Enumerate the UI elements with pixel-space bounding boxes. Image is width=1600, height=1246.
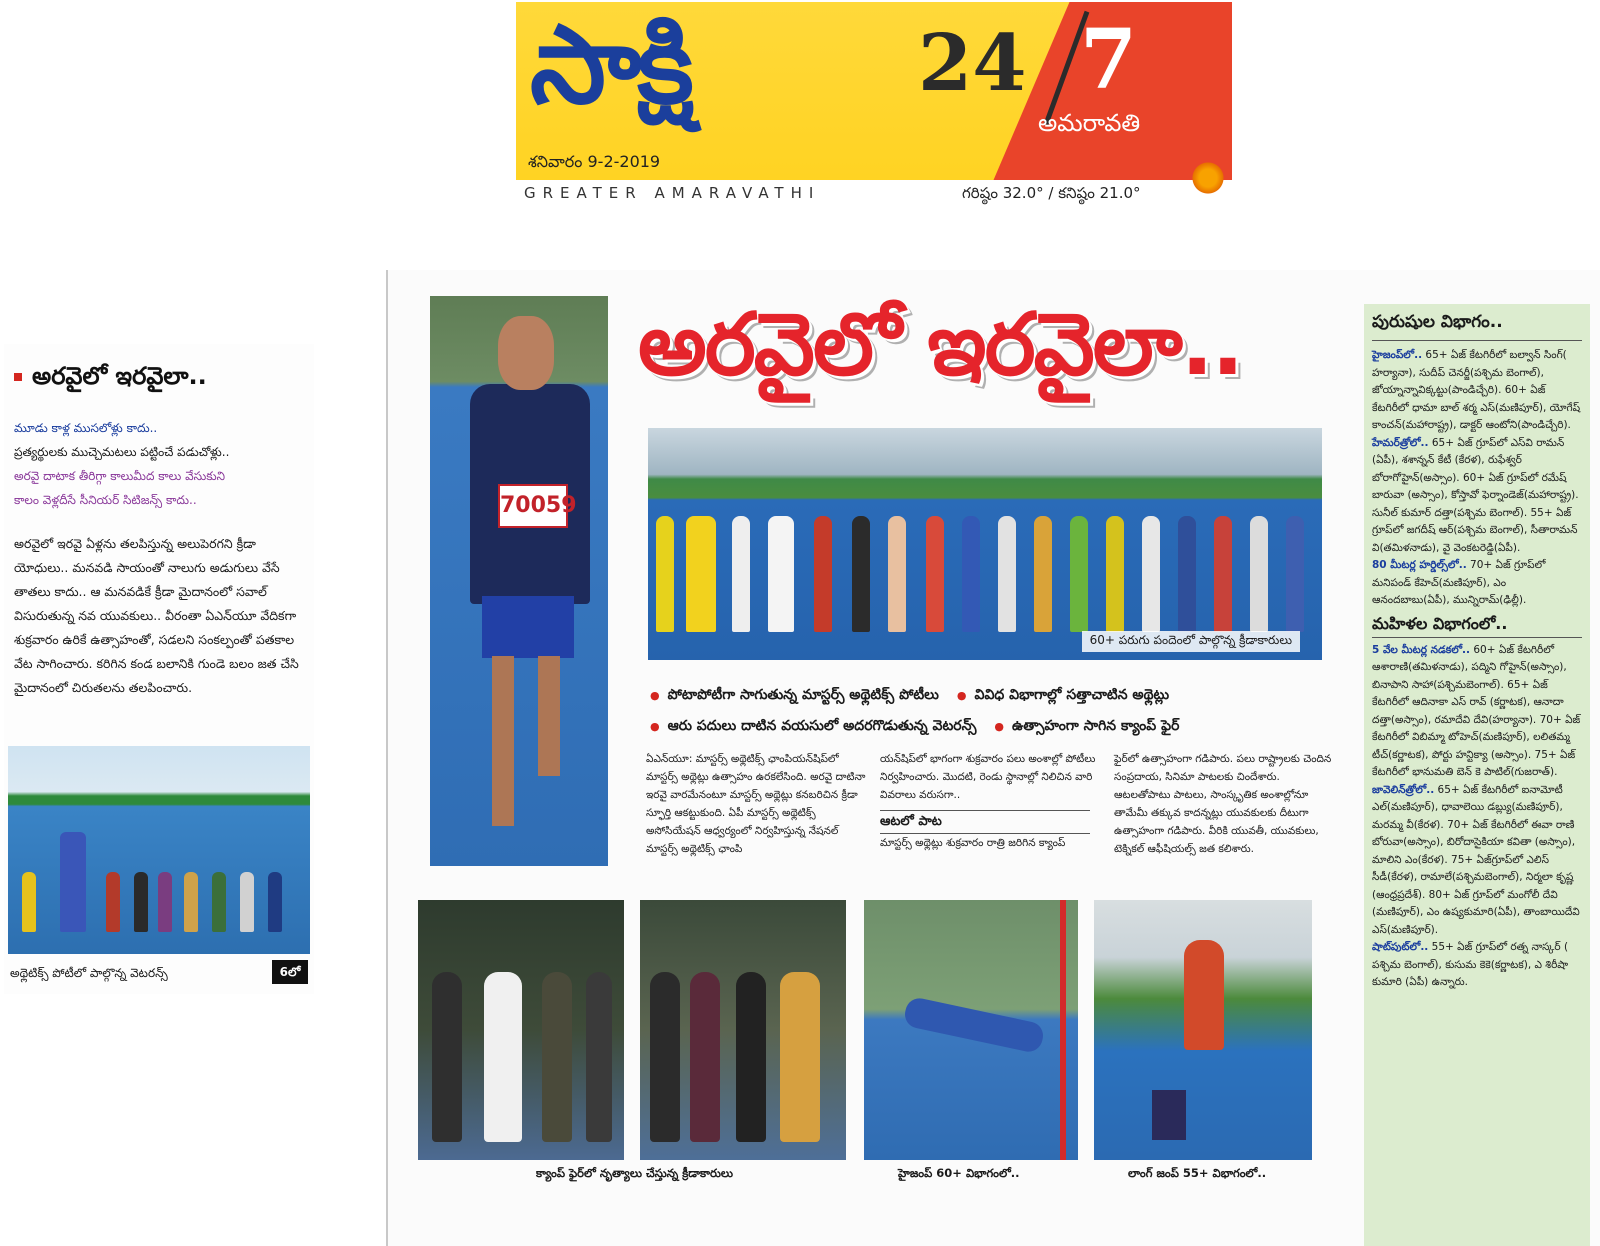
- results-sidebar: [1364, 304, 1590, 1246]
- photo-figure: [814, 516, 832, 632]
- high-jump-photo-caption: హైజంప్ 60+ విభాగంలో..: [898, 1166, 1020, 1180]
- page-reference-badge: 6లో: [272, 960, 308, 984]
- article-column-2-text-b: మాస్టర్స్ అథ్లెట్లు శుక్రవారం రాత్రి జరిగిన క్యాంప్: [880, 837, 1066, 849]
- bullet-item: ● పోటాపోటీగా సాగుతున్న మాస్టర్స్ అథ్లెటిక్స్ పోటీలు: [650, 680, 939, 711]
- photo-figure: [542, 972, 572, 1142]
- results-label: జావెలిన్‌త్రోలో..: [1372, 783, 1435, 796]
- teaser-deck-line-4: కాలం వెళ్లదీసే సీనియర్ సిటిజన్స్ కాదు..: [14, 493, 197, 507]
- results-label: 80 మీటర్ల హర్డిల్స్‌లో..: [1372, 559, 1467, 571]
- photo-figure: [1106, 516, 1124, 632]
- bullet-item: ● ఉత్సాహంగా సాగిన క్యాంప్ ఫైర్: [994, 711, 1179, 742]
- bottom-photo-strip: [418, 888, 1342, 1198]
- results-label: షాట్‌పుట్‌లో..: [1372, 941, 1429, 953]
- men-section-heading: పురుషుల విభాగం..: [1372, 312, 1582, 341]
- bullet-square-icon: [14, 373, 22, 381]
- photo-figure: [158, 872, 172, 932]
- photo-figure: [1070, 516, 1088, 632]
- article-subhead: ఆటలో పాట: [880, 810, 1090, 834]
- bullet-row-1: [650, 680, 1360, 711]
- photo-figure: [852, 516, 870, 632]
- teaser-photo-caption: అథ్లెటిక్స్ పోటీలో పాల్గొన్న వెటరన్స్: [10, 966, 168, 980]
- article-headline: అరవైలో ఇరవైలా..: [638, 295, 1243, 395]
- masthead-7: 7: [1080, 12, 1138, 108]
- long-jump-photo-caption: లాంగ్ జంప్ 55+ విభాగంలో..: [1128, 1166, 1267, 1180]
- article-body: [646, 750, 1338, 874]
- photo-figure: [240, 872, 254, 932]
- highlight-bullets: [650, 680, 1360, 742]
- masthead-weather: గరిష్ఠం 32.0° / కనిష్ఠం 21.0°: [962, 184, 1141, 202]
- photo-figure: [736, 972, 766, 1142]
- teaser-deck-line-3: అరవై దాటాక తీరిగ్గా కాలుమీద కాలు వేసుకుని: [14, 469, 226, 483]
- photo-figure: [998, 516, 1016, 632]
- photo-figure: [1184, 940, 1224, 1050]
- photo-figure: [1286, 516, 1304, 632]
- photo-figure: [732, 516, 750, 632]
- photo-figure: [926, 516, 944, 632]
- teaser-deck-line-1: మూడు కాళ్ల ముసలోళ్లు కాదు..: [14, 421, 158, 435]
- photo-figure: [650, 972, 680, 1142]
- article-column-3: ఫైర్‌లో ఉత్సాహంగా గడిపారు. పలు రాష్ట్రాలకు చెందిన సంప్రదాయ, సినిమా పాటలకు చిందేశారు. ఆటలతోపాటు పాటలు, సాంస్కృతిక అంశాల్లోనూ తామేమీ తక్కువ కాదన్నట్లు యువకులకు దీటుగా ఉత్సాహంగా గడిపారు. వీరికి యువతీ, యువకులు, టెక్నికల్ ఆఫీషియల్స్ జత కలిశారు.: [1114, 753, 1332, 855]
- photo-figure: [686, 516, 716, 632]
- photo-figure: [1152, 1090, 1186, 1140]
- campfire-photo-caption: క్యాంప్ ఫైర్‌లో నృత్యాలు చేస్తున్న క్రీడాకారులు: [536, 1166, 733, 1180]
- newspaper-logo: సాక్షి: [530, 3, 690, 128]
- results-paragraph: [1372, 347, 1582, 435]
- article-column-2-text: యన్‌షిప్‌లో భాగంగా శుక్రవారం పలు అంశాల్లో పోటీలు నిర్వహించారు. మొదటి, రెండు స్థానాల్లో నిలిచిన వారి వివరాలు వరుసగా..: [880, 753, 1096, 801]
- results-paragraph: [1372, 435, 1582, 558]
- photo-figure: [962, 516, 980, 632]
- photo-figure: [888, 516, 906, 632]
- race-bib: 70059: [498, 484, 568, 528]
- results-label: హైజంప్‌లో..: [1372, 349, 1423, 361]
- photo-figure: [212, 872, 226, 932]
- sun-icon: [1190, 160, 1226, 196]
- front-page-teaser: [4, 344, 314, 994]
- masthead-edition: GREATER AMARAVATHI: [524, 184, 821, 202]
- results-text: 55+ ఏజ్ గ్రూప్‌లో రత్న నాస్కర్ ( పశ్చిమ బెంగాల్), కుసుమ కెకె(కర్ణాటక), ఎ శిరీషా కుమారి (ఏపీ) ఉన్నారు.: [1372, 941, 1569, 988]
- teaser-race-photo: [8, 746, 310, 954]
- bullet-item: ● వివిధ విభాగాల్లో సత్తాచాటిన అథ్లెట్లు: [957, 680, 1169, 711]
- results-paragraph: [1372, 782, 1582, 940]
- photo-figure: [902, 996, 1045, 1054]
- photo-figure: [22, 872, 36, 932]
- results-text: 65+ ఏజ్ గ్రూప్‌లో ఎస్‌వి రామన్ (ఏపీ), శశాన్నన్ కేటీ (కేరళ), రుఫేశ్వర్ బోరాగోహైన్(అస్సాం). 60+ ఏజ్ గ్రూప్‌లో రమేష్ బారువా (అస్సాం), కోస్తావో ఫెర్నాండెజ్(మహారాష్ట్ర). సునీల్ కుమార్ దత్తా(పశ్చిమ బెంగాల్). 55+ ఏజ్ గ్రూప్‌లో జగదీష్ ఆర్(పశ్చిమ బెంగాల్), సీతారామన్ వి(తమిళనాడు), వై వెంకటరెడ్డి(ఏపీ).: [1372, 436, 1579, 554]
- women-section-heading: మహిళల విభాగంలో..: [1372, 614, 1582, 638]
- article-column-1: ఏఎన్‌యూ: మాస్టర్స్ అథ్లెటిక్స్ ఛాంపియన్‌షిప్‌లో మాస్టర్స్ అథ్లెట్లు ఉత్సాహం ఉరకలేసింది. అరవై దాటినా ఇరవై వారమేనంటూ మాస్టర్స్ అథ్లెట్లు కనబరిచిన క్రీడా స్ఫూర్తి ఆకట్టుకుంది. ఏపీ మాస్టర్స్ అథ్లెటిక్స్ అసోసియేషన్ ఆధ్వర్యంలో నిర్వహిస్తున్న నేషనల్ మాస్టర్స్ అథ్లెటిక్స్ ఛాంపి: [646, 753, 866, 855]
- photo-figure: [656, 516, 674, 632]
- article-column-2: [880, 750, 1100, 852]
- results-paragraph: [1372, 557, 1582, 610]
- results-text: 65+ ఏజ్ కేటగిరీలో బల్వాన్ సింగ్( హర్యానా), సుదీప్ చెనర్జీ(పశ్చిమ బెంగాల్), జోయ్నాన్నావిక్కట్టు(పాండిచ్చేరి). 60+ ఏజ్ కేటగిరీలో ధామా బాల్ శర్మ ఎస్(మణిపూర్), యోగేష్ కాంచన్(మహారాష్ట్ర), డాక్టర్ ఆంటోని(పాండిచ్చేరి).: [1372, 349, 1581, 431]
- runner-head: [498, 316, 554, 390]
- results-text: 65+ ఏజ్ కేటగిరీలో ఐనామోటీ ఎల్(మణిపూర్), ధావాలెయి డబ్ల్యు(మణిపూర్), మరమ్మ వీ(కేరళ). 70+ ఏజ్ కేటగిరీలో ఈవా రాణి బోరువా(అస్సాం), బిరోదాసైకియా కవితా (అస్సాం), మాలిని ఎం(కేరళ). 75+ ఏజ్‌గ్రూప్‌లో ఎలిస్ సీడీ(కేరళ), రామాలే(పశ్చిమబెంగాల్), నిర్మలా కృష్ణ (ఆంధ్రప్రదేశ్). 80+ ఏజ్ గ్రూప్‌లో మంగోలీ దేవి (మణిపూర్), ఎం ఉష్యకుమారి(ఏపీ), తాంబాయిదేవి ఎస్(మణిపూర్).: [1372, 783, 1580, 936]
- masthead: [516, 2, 1232, 207]
- bullet-item: ● ఆరు పదులు దాటిన వయసులో అదరగొడుతున్న వెటరన్స్: [650, 711, 976, 742]
- photo-figure: [106, 872, 120, 932]
- results-paragraph: [1372, 939, 1582, 992]
- photo-figure: [1034, 516, 1052, 632]
- runner-leg: [538, 656, 560, 776]
- teaser-headline-text: అరవైలో ఇరవైలా..: [32, 362, 207, 390]
- results-label: హేమర్‌త్రోలో..: [1372, 436, 1429, 449]
- long-jump-photo: [1094, 900, 1312, 1160]
- photo-figure: [432, 972, 462, 1142]
- photo-figure: [1214, 516, 1232, 632]
- photo-figure: [484, 972, 522, 1142]
- high-jump-bar-stand: [1060, 900, 1066, 1160]
- teaser-deck: [14, 416, 310, 512]
- photo-figure: [184, 872, 198, 932]
- photo-figure: [1142, 516, 1160, 632]
- teaser-body: అరవైలో ఇరవై ఏళ్లను తలపిస్తున్న అలుపెరగని క్రీడా యోధులు.. మనవడి సాయంతో నాలుగు అడుగులు వేసే తాతలు కాదు.. ఆ మనవడికే క్రీడా మైదానంలో సవాల్ విసురుతున్న నవ యువకులు.. వీరంతా ఏఎన్‌యూ వేదికగా శుక్రవారం ఉరికే ఉత్సాహంతో, సడలని సంకల్పంతో పతకాల వేట సాగించారు. కరిగిన కండ బలానికి గుండె బలం జత చేసి మైదానంలో చిరుతలను తలపించారు.: [14, 536, 299, 695]
- masthead-city: అమరావతి: [1038, 109, 1141, 137]
- campfire-dance-photo-2: [640, 900, 846, 1160]
- results-text: 60+ ఏజ్ కేటగిరీలో ఆశారాణి(తమిళనాడు), పద్మిని గోహైన్(అస్సాం), బినాపాని సాహా(పశ్చిమబెంగాల్). 65+ ఏజ్ కేటగిరీలో ఆదినాకా ఎస్ రావ్ (కర్ణాటక), ఆనాదా దత్తా(అస్సాం), రమాదేవి దేవి(హర్యానా). 70+ ఏజ్ కేటగిరీలో విబిమ్మా టోహెచ్(మణిపూర్), లలితమ్మ టీచ్(కర్ణాటక), పోర్టు హన్టిక్యా (అస్సాం). 75+ ఏజ్ కేటగిరీలో భానుమతి బెన్ కె పాటిల్(గుజరాత్).: [1372, 643, 1581, 778]
- photo-figure: [768, 516, 794, 632]
- photo-figure: [134, 872, 148, 932]
- photo-figure: [268, 872, 282, 932]
- photo-figure: [780, 972, 820, 1142]
- bullet-row-2: [650, 711, 1360, 742]
- photo-figure: [60, 832, 86, 932]
- campfire-dance-photo-1: [418, 900, 624, 1160]
- race-start-photo: [648, 428, 1322, 660]
- teaser-deck-line-2: ప్రత్యర్థులకు ముచ్చెమటలు పట్టించే పడుచోళ్లు..: [14, 445, 230, 459]
- masthead-24: 24: [918, 18, 1027, 109]
- runner-shorts: [482, 596, 574, 658]
- veteran-runner-photo: [430, 296, 608, 866]
- teaser-headline: [14, 362, 314, 396]
- results-label: 5 వేల మీటర్ల నడకలో..: [1372, 643, 1471, 656]
- photo-figure: [1178, 516, 1196, 632]
- results-paragraph: [1372, 642, 1582, 782]
- photo-figure: [690, 972, 720, 1142]
- results-text: 70+ ఏజ్ గ్రూప్‌లో మనిపండ్ కేహెచ్(మణిపూర్), ఎం ఆనందబాబు(ఏపీ), మున్నిరామ్(ఢిల్లీ).: [1372, 559, 1546, 606]
- photo-figure: [1250, 516, 1268, 632]
- inside-page-article: [388, 270, 1600, 1246]
- runner-leg: [492, 656, 514, 826]
- high-jump-photo: [864, 900, 1078, 1160]
- race-photo-caption: 60+ పరుగు పందెంలో పాల్గొన్న క్రీడాకారులు: [1082, 631, 1300, 652]
- masthead-date: శనివారం 9-2-2019: [528, 152, 661, 171]
- photo-figure: [586, 972, 612, 1142]
